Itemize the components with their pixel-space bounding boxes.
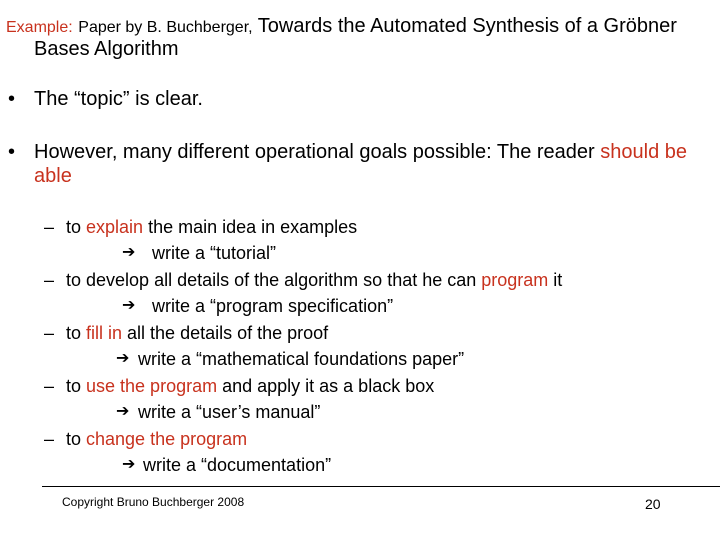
goal-highlight: fill in <box>86 323 123 343</box>
title-prefix: Example: <box>6 19 73 36</box>
bullet-icon: • <box>8 88 16 110</box>
bullet-text: The “topic” is clear. <box>34 88 203 110</box>
arrow-right-icon: ➔ <box>116 350 130 367</box>
goal-highlight: use the program <box>86 376 218 396</box>
footer-divider <box>42 486 720 487</box>
title-paper-name: Towards the Automated Synthesis of a Gröbner <box>257 15 677 37</box>
arrow-right-icon: ➔ <box>122 456 136 473</box>
goal-result-text: write a “documentation” <box>143 455 332 475</box>
arrow-right-icon: ➔ <box>116 403 130 420</box>
goal-result-text: write a “program specification” <box>152 296 394 316</box>
goal-text: to change the program <box>66 429 248 449</box>
goal-highlight: explain <box>86 217 144 237</box>
goal-highlight: program <box>481 270 549 290</box>
goal-result-text: write a “tutorial” <box>152 243 277 263</box>
goal-text: to develop all details of the algorithm so that he can program it <box>66 270 563 290</box>
copyright-text: Copyright Bruno Buchberger 2008 <box>62 495 245 509</box>
bullet-text <box>34 140 714 188</box>
goal-text: to explain the main idea in examples <box>66 217 358 237</box>
goal-result-text: write a “user’s manual” <box>138 402 321 422</box>
dash-icon: – <box>44 376 55 396</box>
goal-highlight: change the program <box>86 429 248 449</box>
dash-icon: – <box>44 270 55 290</box>
arrow-right-icon: ➔ <box>122 297 136 314</box>
slide-title-line-2: Bases Algorithm <box>34 38 179 60</box>
dash-icon: – <box>44 429 55 449</box>
title-author: Paper by B. Buchberger, <box>78 19 253 36</box>
goal-text: to fill in all the details of the proof <box>66 323 329 343</box>
goal-text: to use the program and apply it as a black box <box>66 376 435 396</box>
bullet-icon: • <box>8 141 16 163</box>
bullet-text-highlight: should be able <box>34 141 688 187</box>
goal-result-text: write a “mathematical foundations paper” <box>138 349 465 369</box>
page-number: 20 <box>645 496 661 512</box>
dash-icon: – <box>44 217 55 237</box>
bullet-text-plain: However, many different operational goals possible: The reader <box>34 141 601 163</box>
arrow-right-icon: ➔ <box>122 244 136 261</box>
dash-icon: – <box>44 323 55 343</box>
